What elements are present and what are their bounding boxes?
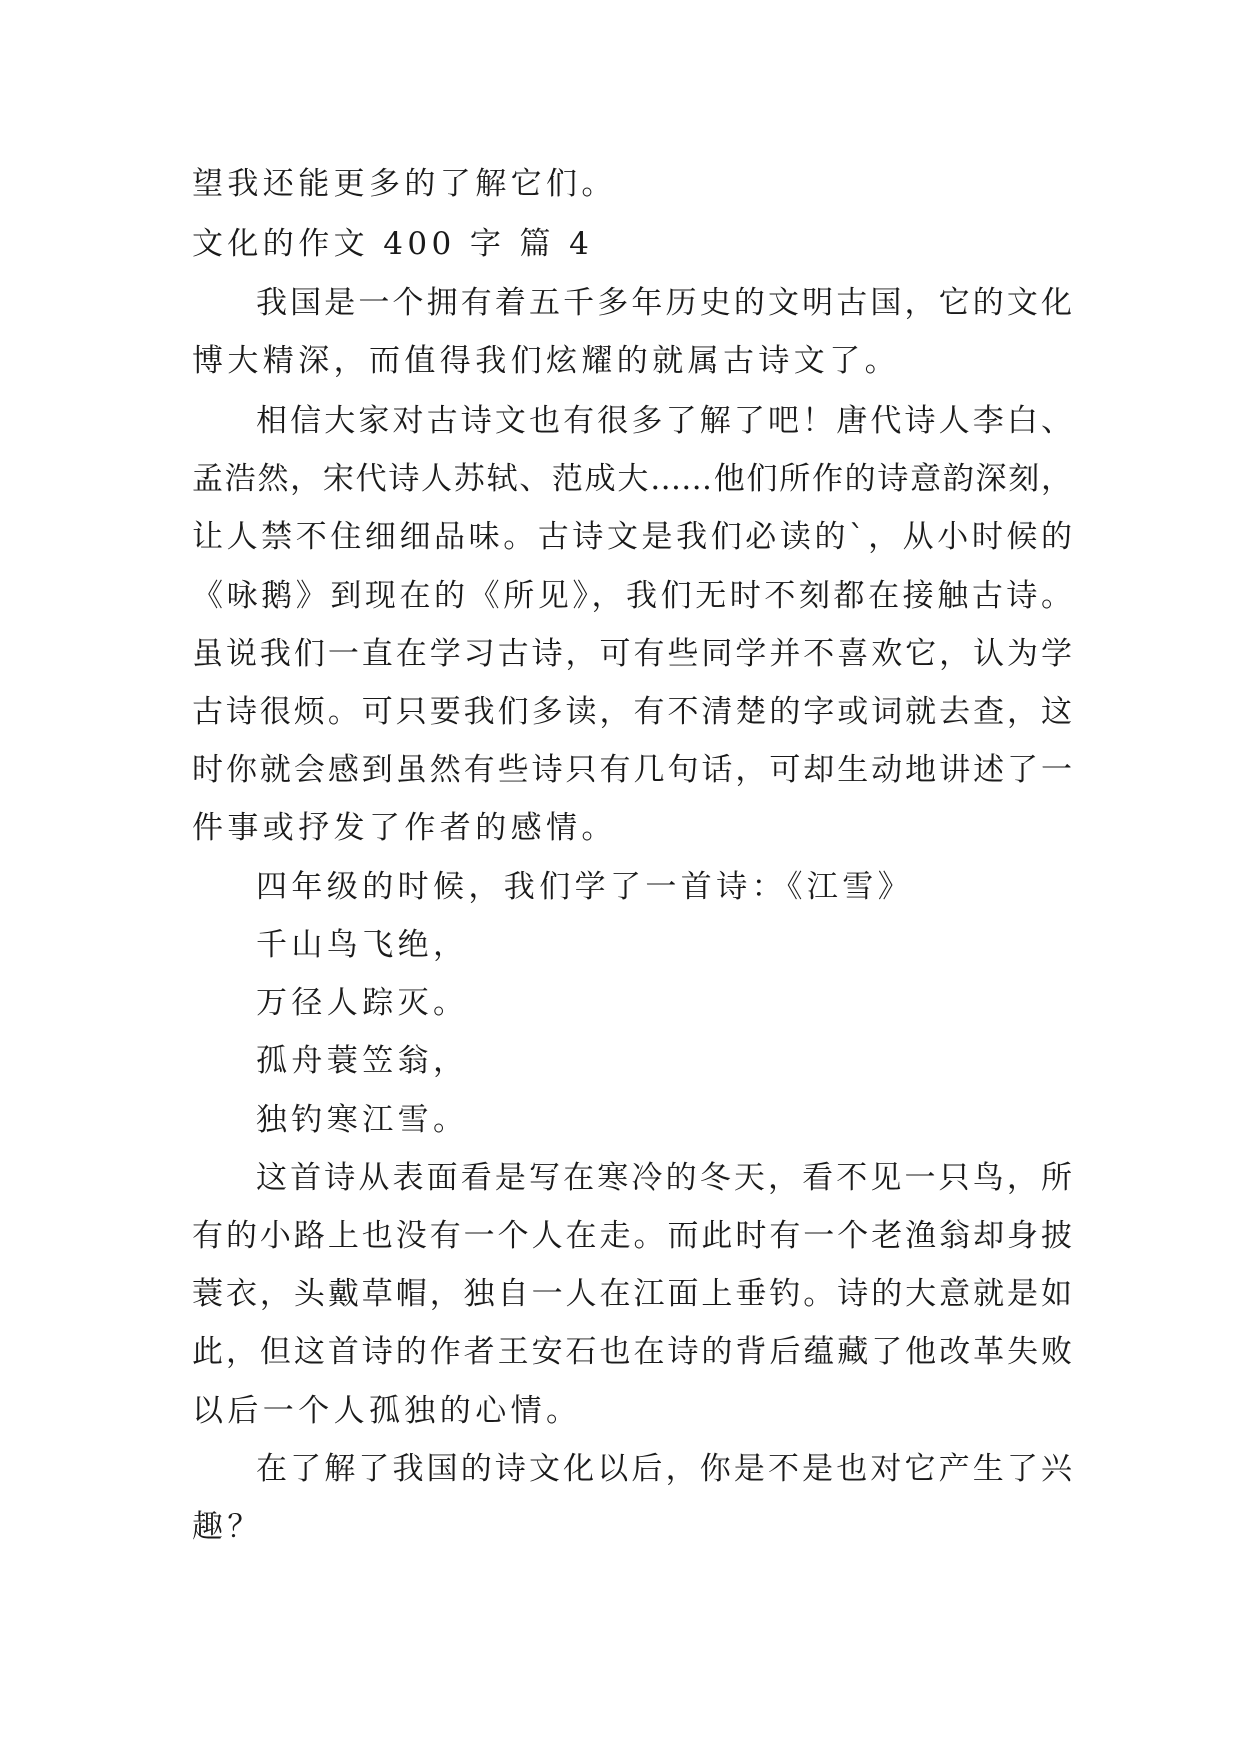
paragraph-line: 此，但这首诗的作者王安石也在诗的背后蕴藏了他改革失败	[192, 1334, 1072, 1370]
paragraph-line: 我国是一个拥有着五千多年历史的文明古国，它的文化	[256, 285, 1072, 321]
paragraph-line: 相信大家对古诗文也有很多了解了吧！唐代诗人李白、	[256, 403, 1072, 439]
poem-line: 万径人踪灭。	[256, 985, 469, 1021]
poem-line: 千山鸟飞绝，	[256, 927, 469, 963]
paragraph-line: 望我还能更多的了解它们。	[192, 166, 617, 202]
paragraph-line: 这首诗从表面看是写在寒冷的冬天，看不见一只鸟，所	[256, 1160, 1072, 1196]
paragraph-line: 《咏鹅》到现在的《所见》，我们无时不刻都在接触古诗。	[192, 578, 1072, 614]
paragraph-line: 蓑衣，头戴草帽，独自一人在江面上垂钓。诗的大意就是如	[192, 1276, 1072, 1312]
poem-line: 独钓寒江雪。	[256, 1102, 469, 1138]
paragraph-line: 四年级的时候，我们学了一首诗：《江雪》	[256, 869, 914, 905]
paragraph-line: 虽说我们一直在学习古诗，可有些同学并不喜欢它，认为学	[192, 636, 1072, 672]
paragraph-line: 孟浩然，宋代诗人苏轼、范成大……他们所作的诗意韵深刻，	[192, 461, 1072, 497]
paragraph-line: 古诗很烦。可只要我们多读，有不清楚的字或词就去查，这	[192, 694, 1072, 730]
paragraph-line: 趣？	[192, 1509, 263, 1545]
section-heading: 文化的作文 400 字 篇 4	[192, 226, 594, 262]
paragraph-line: 以后一个人孤独的心情。	[192, 1393, 582, 1429]
paragraph-line: 让人禁不住细细品味。古诗文是我们必读的`，从小时候的	[192, 519, 1072, 555]
poem-line: 孤舟蓑笠翁，	[256, 1043, 469, 1079]
paragraph-line: 时你就会感到虽然有些诗只有几句话，可却生动地讲述了一	[192, 752, 1072, 788]
paragraph-line: 博大精深，而值得我们炫耀的就属古诗文了。	[192, 343, 900, 379]
paragraph-line: 件事或抒发了作者的感情。	[192, 810, 617, 846]
paragraph-line: 在了解了我国的诗文化以后，你是不是也对它产生了兴	[256, 1451, 1072, 1487]
paragraph-line: 有的小路上也没有一个人在走。而此时有一个老渔翁却身披	[192, 1218, 1072, 1254]
